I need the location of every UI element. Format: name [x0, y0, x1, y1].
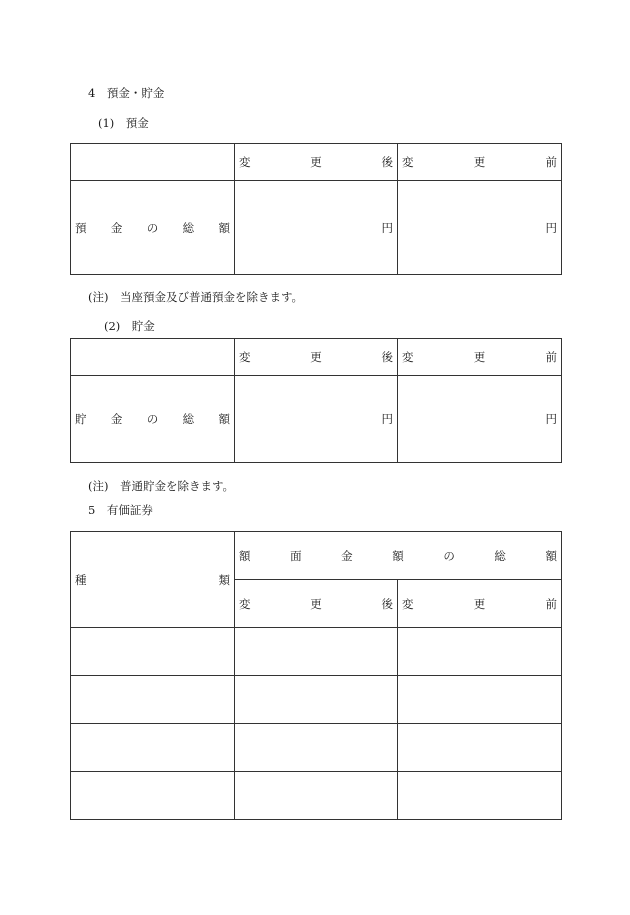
deposit-header-before: 変 更 前: [398, 144, 562, 181]
section5-heading: 5 有価証券: [88, 503, 153, 517]
deposit-table: [70, 143, 562, 275]
savings-total-label: 貯 金 の 総 額: [71, 376, 235, 463]
securities-after-cell[interactable]: [235, 724, 398, 772]
yen-unit: 円: [545, 220, 557, 235]
deposit-subheading: (1) 預金: [98, 116, 149, 130]
deposit-corner-cell: [71, 144, 235, 181]
securities-before-cell[interactable]: [398, 628, 562, 676]
securities-header-before: 変 更 前: [398, 580, 562, 628]
section4-heading: 4 預金・貯金: [88, 86, 165, 100]
securities-before-cell[interactable]: [398, 676, 562, 724]
securities-type-header: 種 類: [71, 532, 235, 628]
securities-after-cell[interactable]: [235, 772, 398, 820]
securities-type-cell[interactable]: [71, 772, 235, 820]
deposit-note: (注) 当座預金及び普通預金を除きます。: [88, 290, 304, 304]
deposit-before-amount[interactable]: [398, 181, 562, 275]
deposit-header-after: 変 更 後: [235, 144, 398, 181]
savings-table: [70, 338, 562, 463]
securities-type-cell[interactable]: [71, 628, 235, 676]
savings-subheading: (2) 貯金: [104, 319, 155, 333]
savings-after-amount[interactable]: [235, 376, 398, 463]
securities-after-cell[interactable]: [235, 676, 398, 724]
table-row: [71, 724, 562, 772]
securities-face-value-header: 額 面 金 額 の 総 額: [235, 532, 562, 580]
yen-unit: 円: [381, 220, 393, 235]
securities-header-after: 変 更 後: [235, 580, 398, 628]
savings-corner-cell: [71, 339, 235, 376]
deposit-after-amount[interactable]: [235, 181, 398, 275]
savings-before-amount[interactable]: [398, 376, 562, 463]
savings-note: (注) 普通貯金を除きます。: [88, 479, 235, 493]
securities-before-cell[interactable]: [398, 772, 562, 820]
securities-after-cell[interactable]: [235, 628, 398, 676]
savings-header-before: 変 更 前: [398, 339, 562, 376]
securities-table: [70, 531, 562, 820]
table-row: [71, 628, 562, 676]
securities-before-cell[interactable]: [398, 724, 562, 772]
yen-unit: 円: [381, 412, 393, 426]
yen-unit: 円: [545, 412, 557, 426]
savings-header-after: 変 更 後: [235, 339, 398, 376]
table-row: [71, 676, 562, 724]
securities-type-cell[interactable]: [71, 676, 235, 724]
table-row: [71, 772, 562, 820]
deposit-total-label: 預 金 の 総 額: [71, 181, 235, 275]
securities-type-cell[interactable]: [71, 724, 235, 772]
